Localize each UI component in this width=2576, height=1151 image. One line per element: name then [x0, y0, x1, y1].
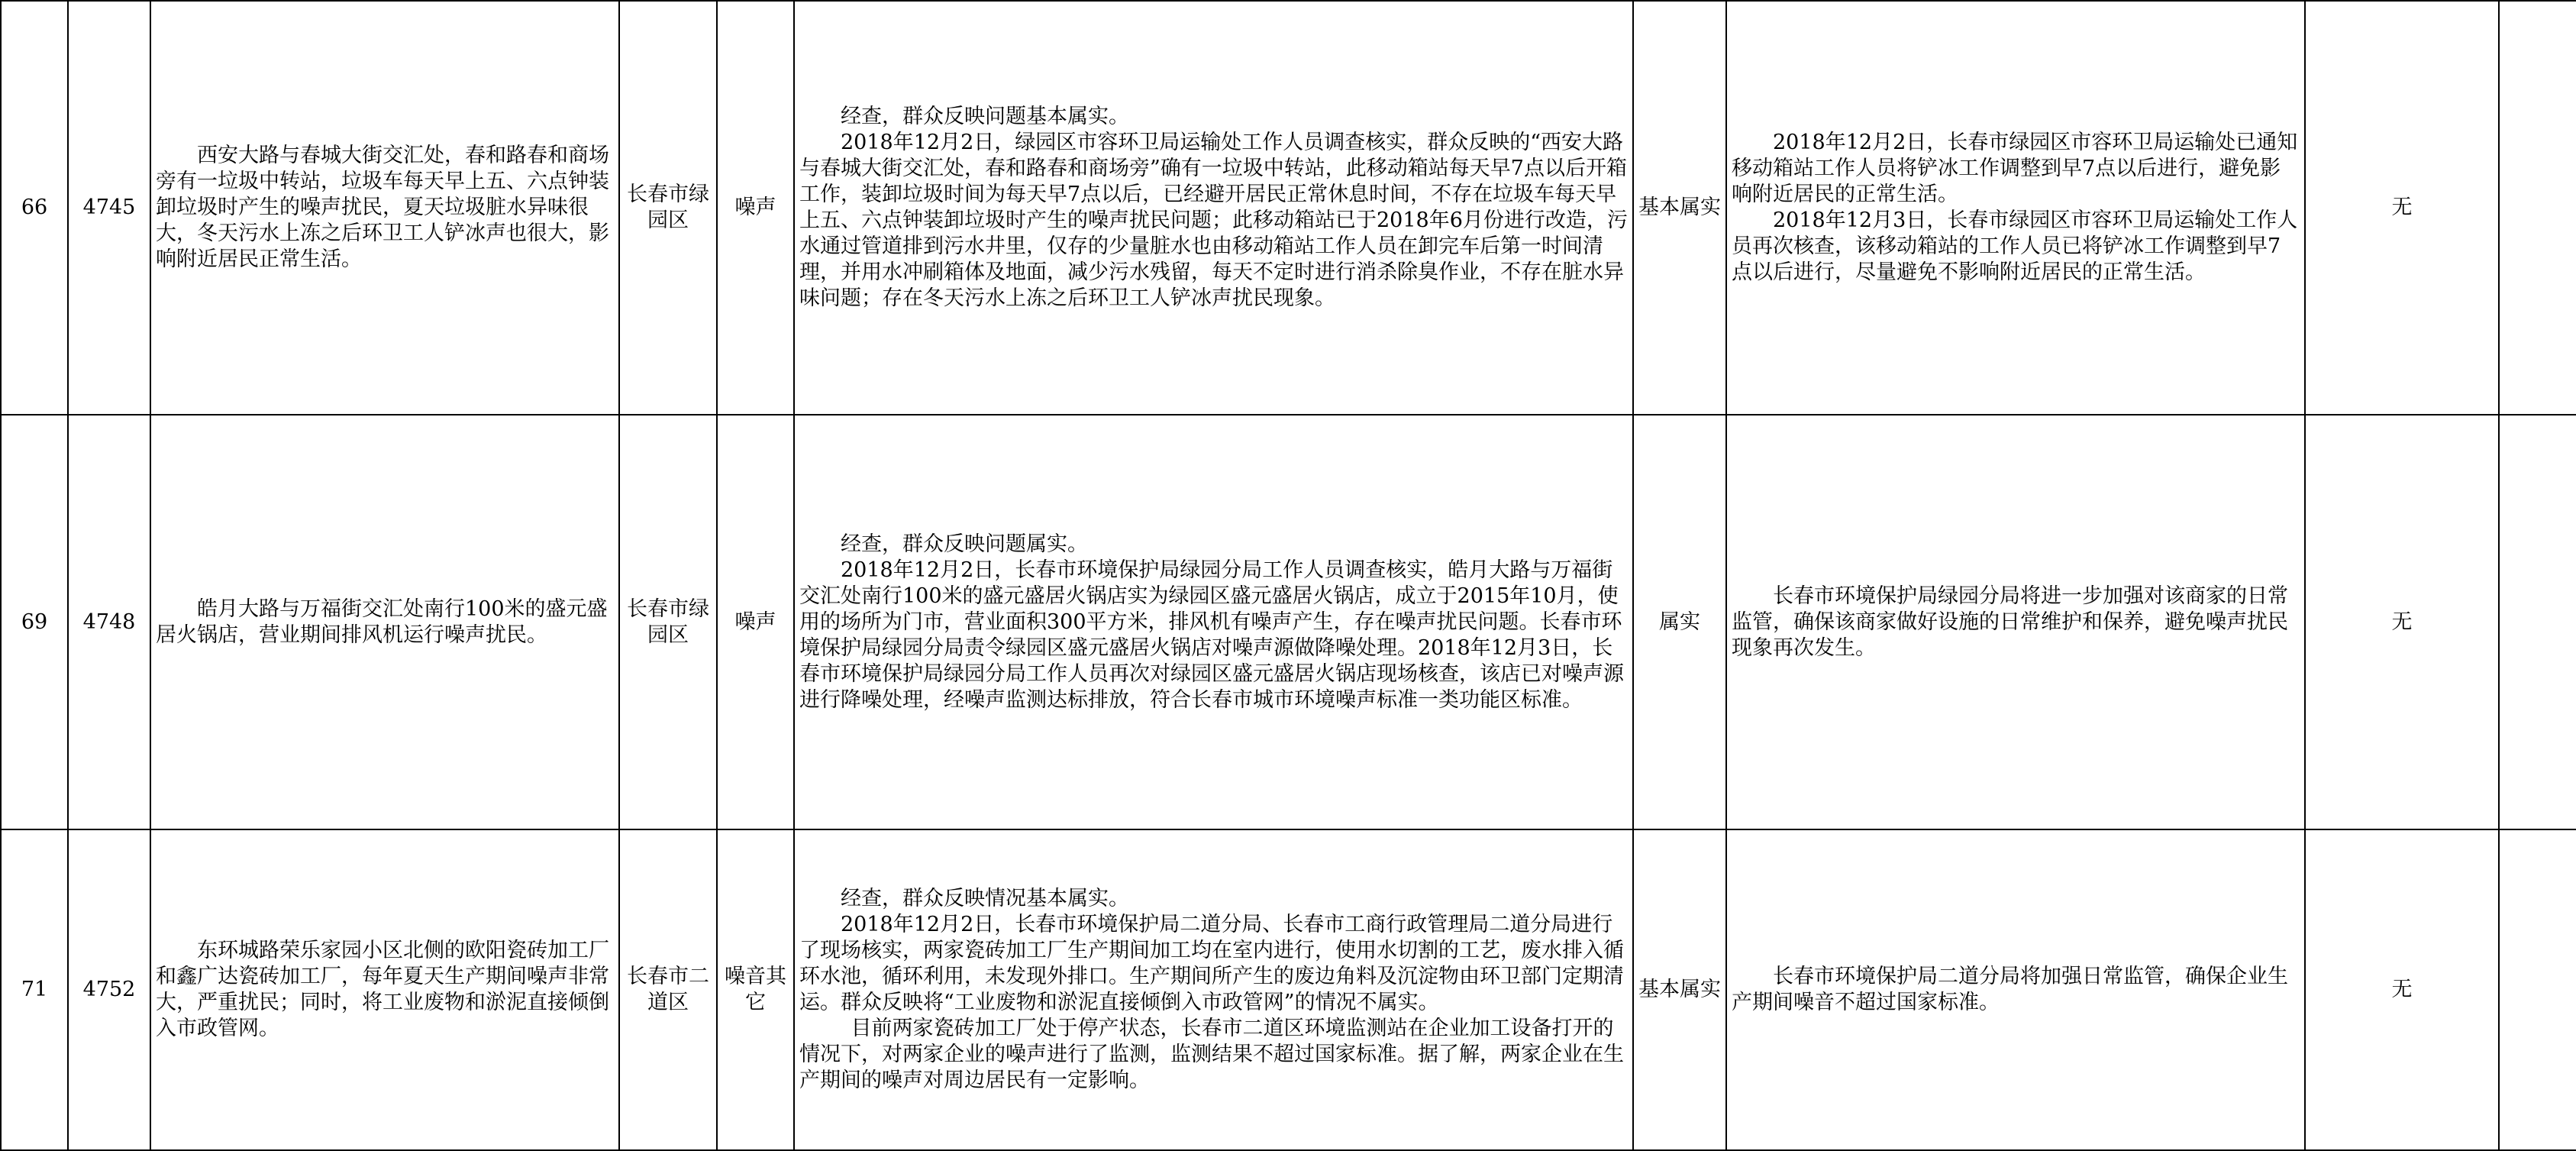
findings-paragraph: 2018年12月2日，长春市环境保护局绿园分局工作人员调查核实，皓月大路与万福街交汇处南行100米的盛元盛居火锅店实为绿园区盛元盛居火锅店，成立于2015年10月，使用的场所为门市，营业面积300平方米，排风机有噪声产生，存在噪声扰民问题。长春市环境保护局绿园分局责令绿园区盛元盛居火锅店对噪声源做降噪处理。2018年12月3日，长春市环境保护局绿园分局工作人员再次对绿园区盛元盛居火锅店现场核查，该店已对噪声源进行降噪处理，经噪声监测达标排放，符合长春市城市环境噪声标准一类功能区标准。: [799, 558, 1624, 712]
extra-cell: [2499, 829, 2576, 1150]
actions-cell: [1726, 415, 2305, 829]
complaint-cell: [150, 829, 619, 1150]
complaint-text: 东环城路荣乐家园小区北侧的欧阳瓷砖加工厂和鑫广达瓷砖加工厂，每年夏天生产期间噪声非常大，严重扰民；同时，将工业废物和淤泥直接倾倒入市政管网。: [156, 939, 609, 1040]
seq-cell: 71: [1, 829, 68, 1150]
conclusion-cell: 属实: [1633, 415, 1726, 829]
seq-cell: 69: [1, 415, 68, 829]
actions-cell: [1726, 829, 2305, 1150]
extra-cell: [2499, 415, 2576, 829]
accountability-cell: 无: [2305, 829, 2499, 1150]
findings-paragraph: 2018年12月2日，长春市环境保护局二道分局、长春市工商行政管理局二道分局进行了现场核实，两家瓷砖加工厂生产期间加工均在室内进行，使用水切割的工艺，废水排入循环水池，循环利用，未发现外排口。生产期间所产生的废边角料及沉淀物由环卫部门定期清运。群众反映将“工业废物和淤泥直接倾倒入市政管网”的情况不属实。: [799, 913, 1624, 1014]
actions-paragraph: 长春市环境保护局二道分局将加强日常监管，确保企业生产期间噪音不超过国家标准。: [1732, 965, 2288, 1014]
district-cell: 长春市绿园区: [619, 1, 717, 415]
extra-cell: [2499, 1, 2576, 415]
seq-cell: 66: [1, 1, 68, 415]
accountability-cell: 无: [2305, 1, 2499, 415]
case-id-cell: 4748: [68, 415, 150, 829]
table-row: [1, 1, 2576, 415]
type-cell: 噪音其它: [717, 829, 794, 1150]
type-cell: 噪声: [717, 415, 794, 829]
findings-paragraph: 经查，群众反映问题基本属实。: [841, 105, 1129, 128]
district-cell: 长春市二道区: [619, 829, 717, 1150]
accountability-cell: 无: [2305, 415, 2499, 829]
complaint-text: 西安大路与春城大街交汇处，春和路春和商场旁有一垃圾中转站，垃圾车每天早上五、六点钟装卸垃圾时产生的噪声扰民，夏天垃圾脏水异味很大，冬天污水上冻之后环卫工人铲冰声也很大，影响附近居民正常生活。: [156, 144, 609, 271]
findings-paragraph: 2018年12月2日，绿园区市容环卫局运输处工作人员调查核实，群众反映的“西安大路与春城大街交汇处，春和路春和商场旁”确有一垃圾中转站，此移动箱站每天早7点以后开箱工作，装卸垃圾时间为每天早7点以后，已经避开居民正常休息时间，不存在垃圾车每天早上五、六点钟装卸垃圾时产生的噪声扰民问题；此移动箱站已于2018年6月份进行改造，污水通过管道排到污水井里，仅存的少量脏水也由移动箱站工作人员在卸完车后第一时间清理，并用水冲刷箱体及地面，减少污水残留，每天不定时进行消杀除臭作业，不存在脏水异味问题；存在冬天污水上冻之后环卫工人铲冰声扰民现象。: [799, 131, 1628, 310]
complaint-text: 皓月大路与万福街交汇处南行100米的盛元盛居火锅店，营业期间排风机运行噪声扰民。: [156, 597, 608, 647]
conclusion-cell: 基本属实: [1633, 1, 1726, 415]
table-row: [1, 829, 2576, 1150]
actions-paragraph: 2018年12月3日，长春市绿园区市容环卫局运输处工作人员再次核查，该移动箱站的工作人员已将铲冰工作调整到早7点以后进行，尽量避免不影响附近居民的正常生活。: [1732, 209, 2298, 284]
actions-paragraph: 2018年12月2日，长春市绿园区市容环卫局运输处已通知移动箱站工作人员将铲冰工作调整到早7点以后进行，避免影响附近居民的正常生活。: [1732, 131, 2298, 206]
findings-cell: [794, 829, 1633, 1150]
table-row: [1, 415, 2576, 829]
findings-paragraph: 目前两家瓷砖加工厂处于停产状态，长春市二道区环境监测站在企业加工设备打开的情况下，对两家企业的噪声进行了监测，监测结果不超过国家标准。据了解，两家企业在生产期间的噪声对周边居民有一定影响。: [799, 1017, 1624, 1092]
findings-cell: [794, 415, 1633, 829]
complaint-cell: [150, 415, 619, 829]
complaint-cell: [150, 1, 619, 415]
actions-paragraph: 长春市环境保护局绿园分局将进一步加强对该商家的日常监管，确保该商家做好设施的日常维护和保养，避免噪声扰民现象再次发生。: [1732, 584, 2288, 660]
conclusion-cell: 基本属实: [1633, 829, 1726, 1150]
district-cell: 长春市绿园区: [619, 415, 717, 829]
findings-paragraph: 经查，群众反映情况基本属实。: [841, 887, 1129, 910]
case-id-cell: 4752: [68, 829, 150, 1150]
findings-paragraph: 经查，群众反映问题属实。: [841, 532, 1088, 556]
case-id-cell: 4745: [68, 1, 150, 415]
findings-cell: [794, 1, 1633, 415]
actions-cell: [1726, 1, 2305, 415]
type-cell: 噪声: [717, 1, 794, 415]
